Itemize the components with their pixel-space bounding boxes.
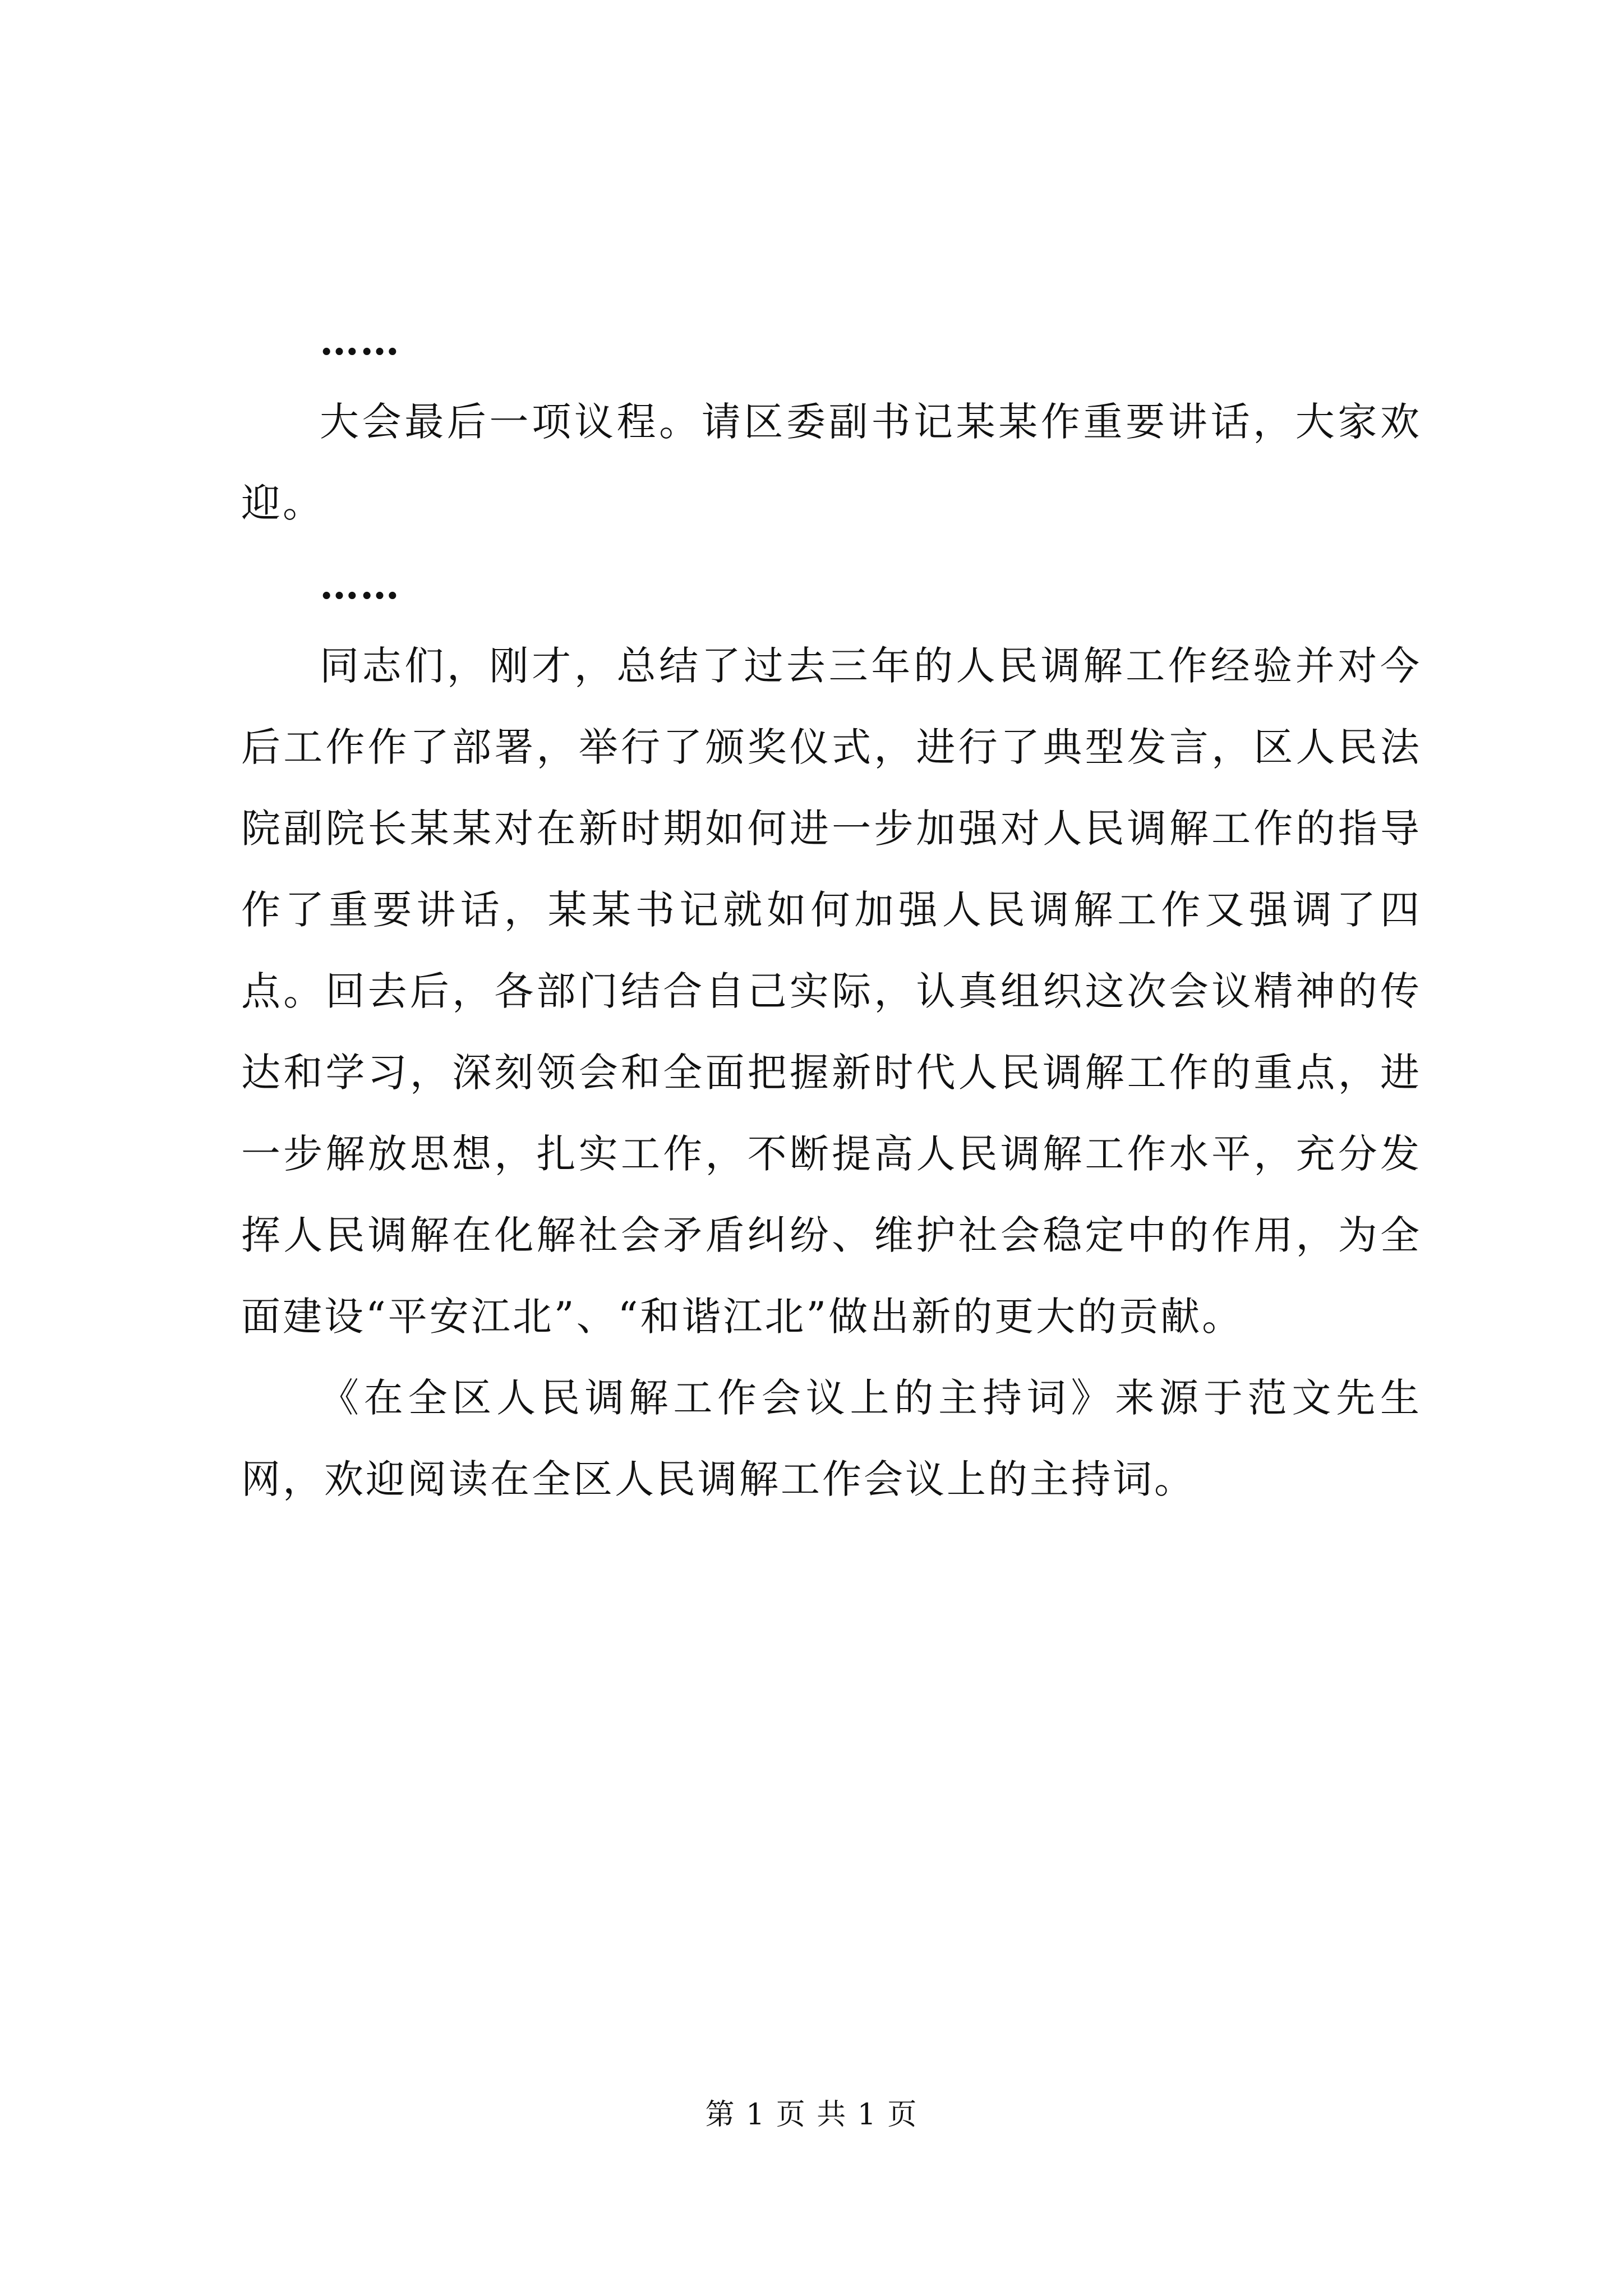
source-note-paragraph: 《在全区人民调解工作会议上的主持词》来源于范文先生网，欢迎阅读在全区人民调解工作会议上的主持词。 <box>241 1375 1422 1502</box>
closing-agenda-paragraph: 大会最后一项议程。请区委副书记某某作重要讲话，大家欢迎。 <box>241 399 1422 526</box>
ellipsis-line: …… <box>320 318 400 364</box>
summary-speech-paragraph: 同志们，刚才，总结了过去三年的人民调解工作经验并对今后工作作了部署，举行了颁奖仪式，进行了典型发言，区人民法院副院长某某对在新时期如何进一步加强对人民调解工作的指导作了重要讲话，某某书记就如何加强人民调解工作又强调了四点。回去后，各部门结合自己实际，认真组织这次会议精神的传达和学习，深刻领会和全面把握新时代人民调解工作的重点，进一步解放思想，扎实工作，不断提高人民调解工作水平，充分发挥人民调解在化解社会矛盾纠纷、维护社会稳定中的作用，为全面建设“平安江北”、“和谐江北”做出新的更大的贡献。 <box>241 643 1422 1340</box>
document-body <box>241 300 1422 1520</box>
page-number-footer: 第 1 页 共 1 页 <box>705 2098 918 2132</box>
ellipsis-line: …… <box>320 562 400 608</box>
